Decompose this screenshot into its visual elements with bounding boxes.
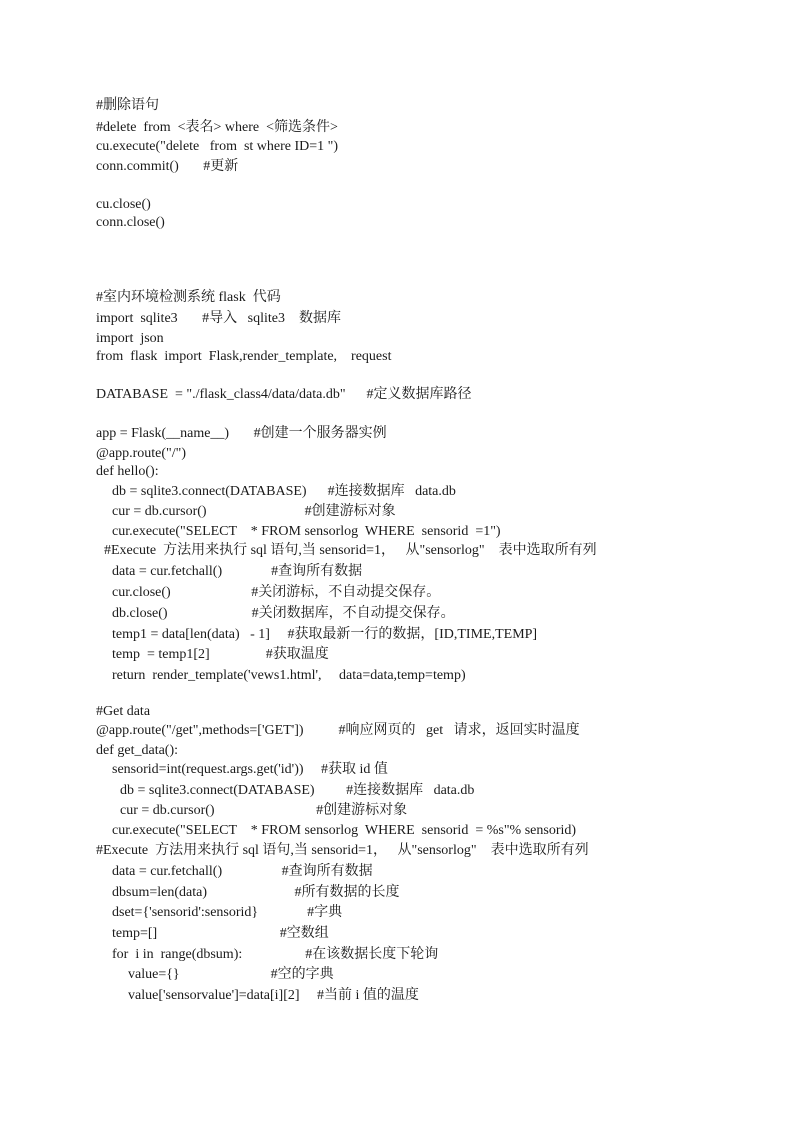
code-line: def get_data(): bbox=[96, 743, 179, 758]
code-line: dset={'sensorid':sensorid} #字典 bbox=[112, 905, 343, 920]
code-line: data = cur.fetchall() #查询所有数据 bbox=[112, 564, 363, 579]
code-line: db = sqlite3.connect(DATABASE) #连接数据库 data.db bbox=[120, 783, 475, 798]
code-line: #delete from <表名> where <筛选条件> bbox=[96, 120, 338, 135]
code-line: #Execute 方法用来执行 sql 语句,当 sensorid=1， 从"sensorlog" 表中选取所有列 bbox=[104, 543, 597, 558]
code-line: cur = db.cursor() #创建游标对象 bbox=[120, 803, 408, 818]
code-line: #室内环境检测系统 flask 代码 bbox=[96, 290, 281, 305]
code-line: cur.execute("SELECT * FROM sensorlog WHERE sensorid = %s"% sensorid) bbox=[112, 823, 577, 838]
code-line: cu.execute("delete from st where ID=1 ") bbox=[96, 139, 339, 154]
code-line: value={} #空的字典 bbox=[128, 967, 334, 982]
code-line: cur.close() #关闭游标，不自动提交保存。 bbox=[112, 585, 441, 600]
code-line: return render_template('vews1.html', data=data,temp=temp) bbox=[112, 668, 466, 683]
code-line: import sqlite3 #导入 sqlite3 数据库 bbox=[96, 311, 341, 326]
code-line: data = cur.fetchall() #查询所有数据 bbox=[112, 864, 373, 879]
code-line: #删除语句 bbox=[96, 98, 159, 113]
code-line: DATABASE = "./flask_class4/data/data.db" #定义数据库路径 bbox=[96, 387, 472, 402]
code-line: cur = db.cursor() #创建游标对象 bbox=[112, 504, 396, 519]
code-line: def hello(): bbox=[96, 464, 159, 479]
code-line: #Get data bbox=[96, 704, 151, 719]
code-line: @app.route("/") bbox=[96, 446, 187, 461]
code-line: #Execute 方法用来执行 sql 语句,当 sensorid=1， 从"sensorlog" 表中选取所有列 bbox=[96, 843, 589, 858]
code-line: temp1 = data[len(data) - 1] #获取最新一行的数据，[ID,TIME,TEMP] bbox=[112, 627, 538, 642]
code-line: import json bbox=[96, 331, 164, 346]
code-line: temp=[] #空数组 bbox=[112, 926, 329, 941]
code-line: from flask import Flask,render_template, request bbox=[96, 349, 392, 364]
code-line: cur.execute("SELECT * FROM sensorlog WHERE sensorid =1") bbox=[112, 524, 501, 539]
code-line: @app.route("/get",methods=['GET']) #响应网页的 get 请求，返回实时温度 bbox=[96, 723, 580, 738]
code-line: temp = temp1[2] #获取温度 bbox=[112, 647, 329, 662]
code-line: app = Flask(__name__) #创建一个服务器实例 bbox=[96, 426, 387, 441]
code-line: for i in range(dbsum): #在该数据长度下轮询 bbox=[112, 947, 439, 962]
code-line: sensorid=int(request.args.get('id')) #获取 id 值 bbox=[112, 762, 388, 777]
code-line: cu.close() bbox=[96, 197, 151, 212]
code-line: dbsum=len(data) #所有数据的长度 bbox=[112, 885, 400, 900]
code-line: conn.close() bbox=[96, 215, 165, 230]
code-line: db.close() #关闭数据库，不自动提交保存。 bbox=[112, 606, 455, 621]
code-line: conn.commit() #更新 bbox=[96, 159, 239, 174]
code-line: db = sqlite3.connect(DATABASE) #连接数据库 data.db bbox=[112, 484, 456, 499]
code-line: value['sensorvalue']=data[i][2] #当前 i 值的温度 bbox=[128, 988, 419, 1003]
